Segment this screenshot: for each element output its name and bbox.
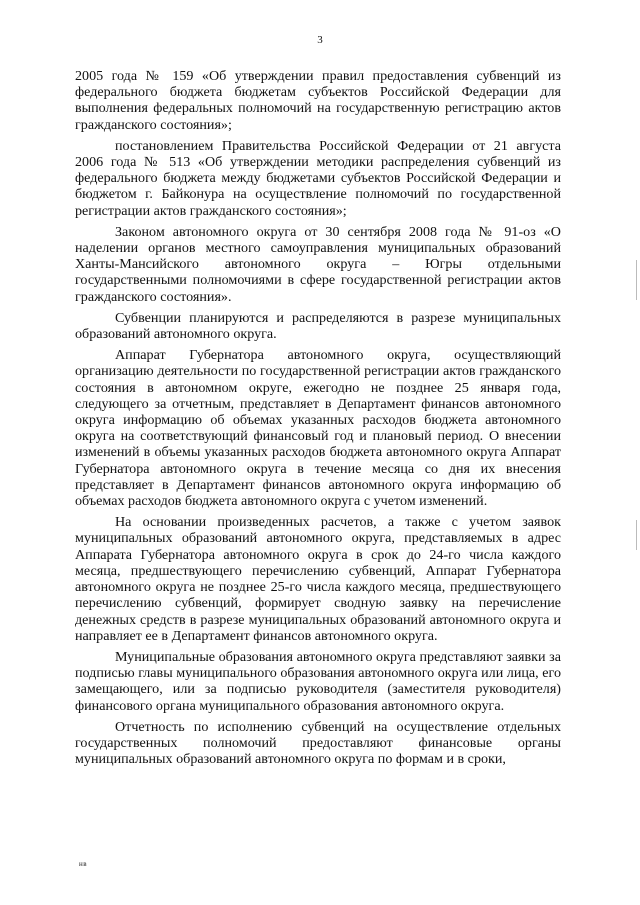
footer-mark: нв [79,860,88,868]
scan-edge-line [636,260,637,300]
paragraph-government-resolution: постановлением Правительства Российской Федерации от 21 августа 2006 года № 513 «Об утверждении методики распределения субвенций из федерального бюджета между бюджетами субъектов Российской Федерации и бюджетом г. Байконура на осуществление полномочий по государственной регистрации актов гражданского состояния»; [75,137,561,219]
paragraph-municipal-requests: Муниципальные образования автономного округа представляют заявки за подписью главы муниципального образования автономного округа или лица, его замещающего, или за подписью руководителя (заместителя руководителя) финансового органа муниципального образования автономного округа. [75,648,561,714]
page-number: 3 [317,34,323,46]
paragraph-continuation: 2005 года № 159 «Об утверждении правил предоставления субвенций из федерального бюджета бюджетам субъектов Российской Федерации для выполнения федеральных полномочий на государственную регистрацию актов гражданского состояния»; [75,68,561,133]
paragraph-calculations: На основании произведенных расчетов, а также с учетом заявок муниципальных образований автономного округа, представляемых в адрес Аппарата Губернатора автономного округа в срок до 24-го числа каждого месяца, предшествующего перечислению субвенций, Аппарат Губернатора автономного округа не позднее 25-го числа каждого месяца, предшествующего перечислению субвенций, формирует сводную заявку на перечисление денежных средств в разрезе муниципальных образований автономного округа и направляет ее в Департамент финансов автономного округа. [75,514,561,644]
scan-edge-line [636,520,637,550]
document-body [75,68,561,772]
paragraph-district-law: Законом автономного округа от 30 сентября 2008 года № 91-оз «О наделении органов местного самоуправления муниципальных образований Ханты-Мансийского автономного округа – Югры отдельными государственными полномочиями в сфере государственной регистрации актов гражданского состояния». [75,223,561,305]
paragraph-reporting: Отчетность по исполнению субвенций на осуществление отдельных государственных полномочий предоставляют финансовые органы муниципальных образований автономного округа по формам и в сроки, [75,718,561,768]
paragraph-governor-apparatus: Аппарат Губернатора автономного округа, осуществляющий организацию деятельности по государственной регистрации актов гражданского состояния в автономном округе, ежегодно не позднее 25 января года, следующего за отчетным, представляет в Департамент финансов автономного округа информацию об объемах указанных расходов бюджета автономного округа на соответствующий финансовый год и плановый период. О внесении изменений в объемы указанных расходов бюджета автономного округа Аппарат Губернатора автономного округа в течение месяца со дня их внесения представляет в Департамент финансов автономного округа информацию об объемах расходов бюджета автономного округа с учетом изменений. [75,347,561,510]
paragraph-subventions-planning: Субвенции планируются и распределяются в разрезе муниципальных образований автономного округа. [75,309,561,343]
